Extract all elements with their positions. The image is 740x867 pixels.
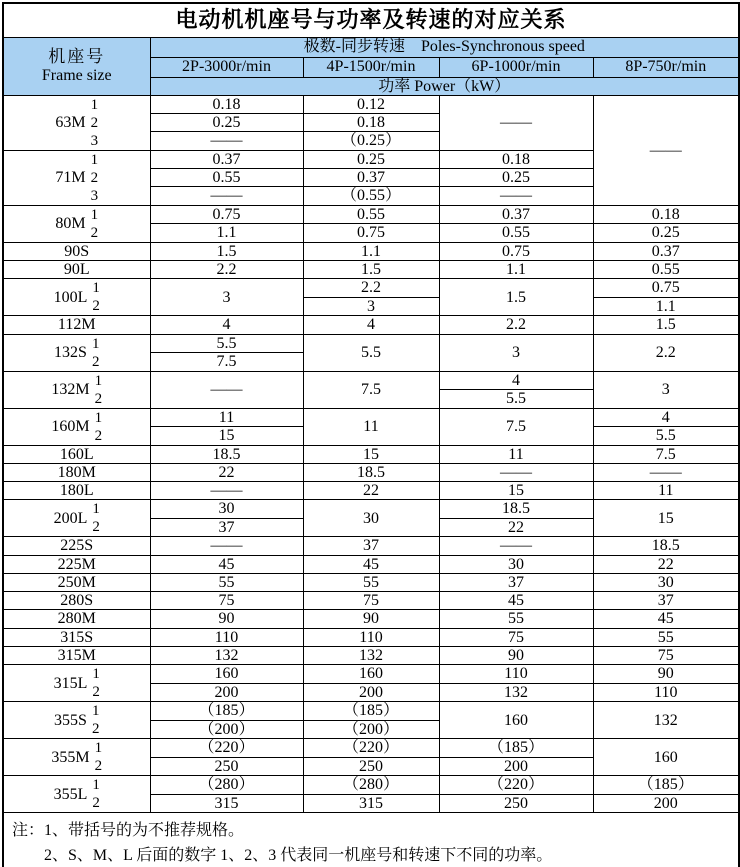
power-cell: 0.18	[439, 150, 593, 168]
power-cell: 11	[593, 482, 739, 500]
frame-cell-90S	[3, 242, 150, 260]
power-cell: 0.18	[593, 205, 739, 224]
table-head-rows	[3, 3, 739, 95]
frame-cell-225M	[3, 555, 150, 573]
frame-sub-index: 1	[90, 206, 99, 223]
frame-cell-90L	[3, 261, 150, 279]
power-cell: ——	[439, 537, 593, 555]
note-line-1	[12, 818, 732, 843]
power-cell: ——	[439, 95, 593, 150]
power-cell: 37	[593, 592, 739, 610]
power-cell: 200	[303, 683, 439, 702]
power-cell: 110	[593, 683, 739, 702]
frame-label: 250M	[57, 573, 96, 591]
frame-cell-225S	[3, 537, 150, 555]
frame-sub-indices	[92, 702, 100, 738]
power-cell: 1.5	[593, 316, 739, 334]
frame-sub-indices	[92, 500, 100, 536]
frame-label: 315L	[53, 674, 88, 692]
power-cell: 90	[150, 610, 303, 628]
frame-sub-index: 1	[92, 666, 100, 683]
power-cell: 132	[150, 646, 303, 664]
frame-size-header-en: Frame size	[41, 66, 112, 84]
power-cell: 110	[303, 628, 439, 646]
power-cell: （0.25）	[303, 132, 439, 150]
frame-sub-index: 1	[90, 96, 99, 113]
power-cell: 45	[439, 592, 593, 610]
speed-header-8p: 8P-750r/min	[593, 57, 739, 77]
power-cell: 0.55	[150, 169, 303, 187]
power-cell: 110	[150, 628, 303, 646]
table-row	[3, 408, 739, 427]
frame-cell-200L	[3, 500, 150, 537]
frame-sub-indices	[95, 739, 103, 775]
frame-cell-100L	[3, 279, 150, 316]
frame-cell-132S	[3, 334, 150, 371]
frame-label: 90L	[63, 261, 90, 279]
power-cell: 0.37	[150, 150, 303, 168]
power-cell: 0.75	[150, 205, 303, 224]
power-cell: 37	[303, 537, 439, 555]
frame-label: 355S	[54, 711, 87, 729]
table-row	[3, 610, 739, 628]
power-cell: ——	[150, 132, 303, 150]
power-cell: 11	[303, 408, 439, 445]
frame-sub-indices	[95, 409, 103, 445]
power-cell: 30	[439, 555, 593, 573]
table-row	[3, 261, 739, 279]
frame-label: 112M	[57, 316, 96, 334]
power-cell: 2.2	[150, 261, 303, 279]
power-cell: 15	[303, 445, 439, 463]
frame-size-header-zh: 机座号	[48, 47, 106, 67]
frame-sub-index: 2	[94, 758, 103, 775]
power-cell: 90	[593, 665, 739, 684]
table-row	[3, 776, 739, 795]
power-cell: 11	[439, 445, 593, 463]
table-row	[3, 537, 739, 555]
frame-label: 280S	[60, 592, 94, 610]
power-cell: ——	[150, 371, 303, 408]
frame-cell-280M	[3, 610, 150, 628]
power-cell: 45	[593, 610, 739, 628]
power-cell: （200）	[150, 720, 303, 739]
power-cell: ——	[439, 463, 593, 481]
speed-header-4p: 4P-1500r/min	[303, 57, 439, 77]
frame-cell-355M	[3, 739, 150, 776]
power-cell: 1.5	[439, 279, 593, 316]
power-cell: 15	[150, 427, 303, 446]
power-cell: 22	[150, 463, 303, 481]
power-table-body	[3, 95, 739, 812]
power-cell: ——	[593, 463, 739, 481]
power-cell: 200	[439, 757, 593, 776]
power-cell: 7.5	[439, 408, 593, 445]
power-cell: 2.2	[593, 334, 739, 371]
power-cell: ——	[593, 95, 739, 205]
frame-sub-index: 1	[92, 777, 100, 794]
speed-header-2p: 2P-3000r/min	[150, 57, 303, 77]
power-cell: 132	[593, 702, 739, 739]
power-cell: 2.2	[303, 279, 439, 298]
power-cell: 18.5	[439, 500, 593, 519]
frame-sub-indices	[92, 279, 100, 315]
power-cell: 4	[303, 316, 439, 334]
power-cell: 45	[303, 555, 439, 573]
power-cell: 22	[593, 555, 739, 573]
table-row	[3, 95, 739, 113]
frame-cell-132M	[3, 371, 150, 408]
frame-cell-160M	[3, 408, 150, 445]
power-cell: 4	[439, 371, 593, 390]
frame-sub-indices	[91, 151, 99, 205]
power-cell: ——	[150, 187, 303, 205]
frame-cell-180L	[3, 482, 150, 500]
power-cell: 250	[439, 794, 593, 813]
poles-speed-header: 极数-同步转速 Poles-Synchronous speed	[150, 37, 739, 57]
power-cell: 0.18	[150, 95, 303, 113]
power-cell: 1.1	[593, 297, 739, 316]
power-cell: 315	[150, 794, 303, 813]
power-cell: （200）	[303, 720, 439, 739]
notes-cell	[3, 813, 739, 867]
table-row	[3, 445, 739, 463]
frame-label: 160M	[51, 417, 90, 435]
power-cell: （220）	[439, 776, 593, 795]
frame-sub-indices	[91, 96, 99, 150]
frame-label: 200L	[53, 509, 88, 527]
frame-sub-index: 2	[90, 169, 99, 186]
power-cell: 0.25	[150, 114, 303, 132]
power-cell: 0.55	[303, 205, 439, 224]
power-cell: 0.75	[303, 224, 439, 243]
power-cell: 3	[593, 371, 739, 408]
power-cell: 200	[593, 794, 739, 813]
power-cell: 45	[150, 555, 303, 573]
frame-sub-index: 2	[94, 390, 103, 407]
power-cell: 30	[593, 573, 739, 591]
table-row	[3, 573, 739, 591]
frame-cell-112M	[3, 316, 150, 334]
power-cell: 5.5	[303, 334, 439, 371]
frame-label: 100L	[53, 288, 88, 306]
note-prefix: 注：	[12, 822, 45, 840]
power-cell: 0.18	[303, 114, 439, 132]
table-row	[3, 646, 739, 664]
power-cell: 55	[303, 573, 439, 591]
power-cell: 30	[150, 500, 303, 519]
power-cell: 1.5	[150, 242, 303, 260]
frame-size-header	[3, 37, 150, 95]
frame-sub-index: 2	[92, 684, 100, 701]
table-row	[3, 592, 739, 610]
frame-sub-indices	[92, 776, 100, 812]
table-row	[3, 205, 739, 224]
power-cell: 160	[150, 665, 303, 684]
power-cell: 37	[150, 518, 303, 537]
power-cell: 160	[593, 739, 739, 776]
power-cell: 1.5	[303, 261, 439, 279]
power-cell: 0.37	[593, 242, 739, 260]
frame-cell-80M	[3, 205, 150, 242]
frame-sub-index: 2	[92, 795, 100, 812]
table-row	[3, 334, 739, 353]
table-row	[3, 739, 739, 758]
power-cell: 75	[439, 628, 593, 646]
frame-label: 315S	[60, 628, 94, 646]
table-row	[3, 702, 739, 721]
power-cell: 3	[439, 334, 593, 371]
power-cell: 0.75	[439, 242, 593, 260]
power-cell: 2.2	[439, 316, 593, 334]
power-cell: 15	[439, 482, 593, 500]
frame-sub-indices	[91, 206, 99, 242]
frame-cell-180M	[3, 463, 150, 481]
power-cell: （185）	[303, 702, 439, 721]
power-cell: 7.5	[150, 353, 303, 372]
power-cell: 22	[439, 518, 593, 537]
frame-sub-index: 1	[94, 409, 103, 426]
power-cell: 75	[593, 646, 739, 664]
table-row	[3, 500, 739, 519]
power-cell: 132	[439, 683, 593, 702]
power-cell: 160	[303, 665, 439, 684]
power-cell: 90	[439, 646, 593, 664]
power-cell: 22	[303, 482, 439, 500]
frame-label: 132M	[51, 380, 90, 398]
power-cell: 250	[150, 757, 303, 776]
frame-cell-160L	[3, 445, 150, 463]
frame-sub-index: 3	[90, 132, 99, 149]
power-cell: ——	[150, 482, 303, 500]
table-row	[3, 555, 739, 573]
frame-sub-index: 1	[91, 703, 100, 720]
frame-sub-index: 1	[91, 335, 100, 352]
frame-sub-indices	[92, 665, 100, 701]
table-row	[3, 371, 739, 390]
frame-sub-index: 1	[94, 740, 103, 757]
power-cell: 5.5	[150, 334, 303, 353]
power-cell: 55	[593, 628, 739, 646]
power-cell: 15	[593, 500, 739, 537]
power-cell: （220）	[303, 739, 439, 758]
frame-label: 132S	[54, 343, 87, 361]
power-cell: 0.25	[303, 150, 439, 168]
power-cell: 18.5	[150, 445, 303, 463]
table-row	[3, 463, 739, 481]
frame-label: 225M	[57, 555, 96, 573]
power-cell: 0.37	[439, 205, 593, 224]
power-cell: 0.37	[303, 169, 439, 187]
power-cell: 315	[303, 794, 439, 813]
header-row-poles	[3, 37, 739, 57]
frame-sub-index: 1	[92, 280, 100, 297]
power-cell: 200	[150, 683, 303, 702]
power-cell: 110	[439, 665, 593, 684]
frame-sub-index: 2	[94, 427, 103, 444]
frame-sub-indices	[95, 372, 103, 408]
power-cell: ——	[150, 537, 303, 555]
power-cell: 160	[439, 702, 593, 739]
power-cell: 90	[303, 610, 439, 628]
table-row	[3, 242, 739, 260]
frame-sub-index: 2	[91, 721, 100, 738]
table-row	[3, 628, 739, 646]
frame-cell-315L	[3, 665, 150, 702]
power-cell: 1.1	[303, 242, 439, 260]
frame-cell-280S	[3, 592, 150, 610]
frame-label: 225S	[60, 537, 94, 555]
table-row	[3, 279, 739, 298]
frame-cell-71M	[3, 150, 150, 205]
power-cell: 11	[150, 408, 303, 427]
power-cell: 55	[150, 573, 303, 591]
power-cell: （280）	[303, 776, 439, 795]
power-cell: 250	[303, 757, 439, 776]
frame-label: 280M	[57, 610, 96, 628]
frame-sub-index: 2	[91, 353, 100, 370]
frame-label: 160L	[59, 445, 94, 463]
power-cell: 4	[593, 408, 739, 427]
power-cell: 0.75	[593, 279, 739, 298]
power-cell: 18.5	[303, 463, 439, 481]
table-row	[3, 665, 739, 684]
power-cell: 0.25	[439, 169, 593, 187]
power-cell: （185）	[439, 739, 593, 758]
frame-label: 180L	[59, 482, 94, 500]
page-title: 电动机机座号与功率及转速的对应关系	[3, 3, 739, 37]
note-2-text: 2、S、M、L 后面的数字 1、2、3 代表同一机座号和转速下不同的功率。	[44, 847, 553, 865]
note-1-text: 1、带括号的为不推荐规格。	[44, 822, 245, 840]
frame-sub-index: 3	[90, 187, 99, 204]
power-cell: 0.55	[439, 224, 593, 243]
frame-label: 80M	[55, 215, 86, 233]
power-cell: 5.5	[593, 427, 739, 446]
frame-cell-355S	[3, 702, 150, 739]
frame-label: 63M	[55, 114, 86, 132]
power-cell: 4	[150, 316, 303, 334]
power-cell: ——	[439, 187, 593, 205]
power-cell: 55	[439, 610, 593, 628]
power-cell: （185）	[150, 702, 303, 721]
frame-label: 355L	[53, 785, 88, 803]
note-line-2	[12, 843, 732, 867]
power-cell: 132	[303, 646, 439, 664]
power-table	[2, 2, 740, 867]
power-cell: 3	[150, 279, 303, 316]
power-cell: 0.25	[593, 224, 739, 243]
frame-cell-250M	[3, 573, 150, 591]
power-cell: 1.1	[150, 224, 303, 243]
frame-sub-index: 2	[90, 224, 99, 241]
frame-sub-index: 1	[90, 151, 99, 168]
power-cell: 7.5	[303, 371, 439, 408]
power-cell: 5.5	[439, 390, 593, 409]
table-row	[3, 482, 739, 500]
title-row	[3, 3, 739, 37]
table-row	[3, 316, 739, 334]
frame-label: 315M	[57, 646, 96, 664]
power-cell: 7.5	[593, 445, 739, 463]
power-cell: 30	[303, 500, 439, 537]
frame-cell-355L	[3, 776, 150, 813]
frame-sub-index: 2	[92, 519, 100, 536]
power-kw-header: 功率 Power（kW）	[150, 77, 739, 95]
power-cell: 75	[150, 592, 303, 610]
frame-label: 90S	[64, 242, 90, 260]
frame-cell-63M	[3, 95, 150, 150]
frame-label: 180M	[57, 463, 96, 481]
notes-row	[3, 813, 739, 867]
frame-label: 355M	[51, 748, 90, 766]
frame-sub-index: 2	[90, 114, 99, 131]
frame-sub-index: 2	[92, 298, 100, 315]
frame-sub-indices	[92, 335, 100, 371]
power-cell: 0.12	[303, 95, 439, 113]
power-cell: 3	[303, 297, 439, 316]
frame-label: 71M	[55, 169, 86, 187]
power-cell: （220）	[150, 739, 303, 758]
frame-sub-index: 1	[94, 372, 103, 389]
power-cell: 18.5	[593, 537, 739, 555]
frame-sub-index: 1	[92, 501, 100, 518]
power-cell: （280）	[150, 776, 303, 795]
power-cell: 75	[303, 592, 439, 610]
power-cell: 0.55	[593, 261, 739, 279]
power-cell: 37	[439, 573, 593, 591]
power-cell: （185）	[593, 776, 739, 795]
frame-cell-315M	[3, 646, 150, 664]
power-cell: 1.1	[439, 261, 593, 279]
power-cell: （0.55）	[303, 187, 439, 205]
speed-header-6p: 6P-1000r/min	[439, 57, 593, 77]
frame-cell-315S	[3, 628, 150, 646]
